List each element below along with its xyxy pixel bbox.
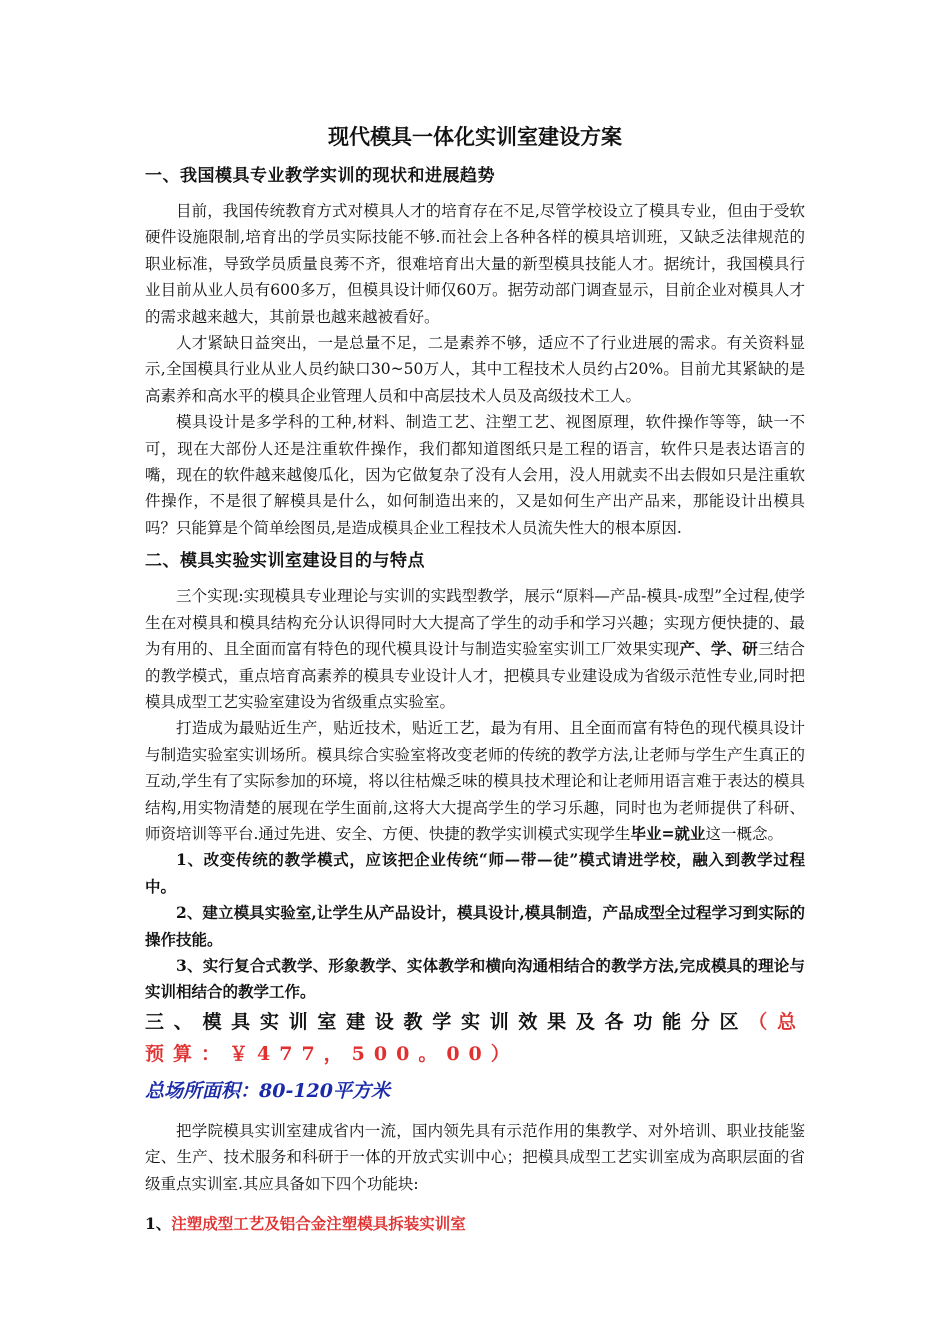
budget-label: （总预算：￥477，500。00） xyxy=(145,1010,805,1065)
section-3-heading xyxy=(145,1006,805,1070)
section-2-paragraph-2 xyxy=(145,715,805,847)
section-3-item-1-title: 注塑成型工艺及铝合金注塑模具拆装实训室 xyxy=(171,1214,466,1233)
section-1-paragraph-1: 目前，我国传统教育方式对模具人才的培育存在不足,尽管学校设立了模具专业，但由于受软硬件设施限制,培育出的学员实际技能不够.而社会上各种各样的模具培训班，又缺乏法律规范的职业标准，导致学员质量良莠不齐，很难培育出大量的新型模具技能人才。据统计，我国模具行业目前从业人员有600多万，但模具设计师仅60万。据劳动部门调查显示，目前企业对模具人才的需求越来越大，其前景也越来越被看好。 xyxy=(145,202,805,326)
section-2-paragraph-1 xyxy=(145,583,805,715)
section-1-paragraph-3: 模具设计是多学科的工种,材料、制造工艺、注塑工艺、视图原理，软件操作等等，缺一不可，现在大部份人还是注重软件操作，我们都知道图纸只是工程的语言，软件只是表达语言的嘴，现在的软件越来越傻瓜化，因为它做复杂了没有人会用，没人用就卖不出去假如只是注重软件操作，不是很了解模具是什么，如何制造出来的，又是如何生产出产品来，那能设计出模具吗？只能算是个简单绘图员,是造成模具企业工程技术人员流失性大的根本原因. xyxy=(145,413,805,537)
section-2-item-3: 3、实行复合式教学、形象教学、实体教学和横向沟通相结合的教学方法,完成模具的理论与实训相结合的教学工作。 xyxy=(145,955,805,1002)
section-2-item-2: 2、建立模具实验室,让学生从产品设计，模具设计,模具制造，产品成型全过程学习到实际的操作技能。 xyxy=(145,903,805,949)
section-2-paragraph-1-c: 三结合的教学模式，重点培育高素养的模具专业设计人才，把模具专业建设成为省级示范性专业,同时把模具成型工艺实验室建设为省级重点实验室。 xyxy=(145,640,805,711)
section-1-paragraph-2: 人才紧缺日益突出，一是总量不足，二是素养不够，适应不了行业进展的需求。有关资料显示,全国模具行业从业人员约缺口30~50万人，其中工程技术人员约占20%。目前尤其紧缺的是高素养和高水平的模具企业管理人员和中高层技术人员及高级技术工人。 xyxy=(145,334,805,405)
section-2-paragraph-2-c: 这一概念。 xyxy=(705,824,783,843)
section-2-heading: 二、模具实验实训室建设目的与特点 xyxy=(145,551,425,572)
section-3-heading-text: 三、模具实训室建设教学实训效果及各功能分区 xyxy=(145,1010,749,1033)
section-2-paragraph-1-emphasis: 产、学、研 xyxy=(679,639,759,659)
section-2-paragraph-1-a: 三个实现:实现模具专业理论与实训的实践型教学，展示“原料—产品-模具-成型”全过程,使学生在对模具和模具结构充分认识得同时大大提高了学生的动手和学习兴趣；实现方便快捷的、最为有用的、且全面而富有特色的现代模具设计与制造实验室实训工厂效果实现 xyxy=(145,587,805,659)
section-3-paragraph-1: 把学院模具实训室建成省内一流，国内领先具有示范作用的集教学、对外培训、职业技能鉴定、生产、技术服务和科研于一体的开放式实训中心；把模具成型工艺实训室成为高职层面的省级重点实训室.其应具备如下四个功能块: xyxy=(145,1121,805,1193)
site-area-label: 总场所面积：80-120平方米 xyxy=(145,1079,390,1102)
section-2-paragraph-2-a: 打造成为最贴近生产，贴近技术，贴近工艺，最为有用、且全面而富有特色的现代模具设计与制造实验室实训场所。模具综合实验室将改变老师的传统的教学方法,让老师与学生产生真正的互动,学生有了实际参加的环境，将以往枯燥乏味的模具技术理论和让老师用语言难于表达的模具结构,用实物清楚的展现在学生面前,这将大大提高学生的学习乐趣，同时也为老师提供了科研、师资培训等平台.通过先进、安全、方便、快捷的教学实训模式实现学生 xyxy=(145,719,805,843)
section-3-item-1-heading xyxy=(145,1211,805,1237)
section-3-item-1-number: 1、 xyxy=(145,1214,172,1233)
page-title: 现代模具一体化实训室建设方案 xyxy=(328,124,622,149)
section-1-heading: 一、我国模具专业教学实训的现状和进展趋势 xyxy=(145,166,495,186)
section-2-paragraph-2-emphasis: 毕业=就业 xyxy=(630,823,706,843)
section-2-item-1: 1、改变传统的教学模式，应该把企业传统“师—带—徒”模式请进学校，融入到教学过程中。 xyxy=(145,850,805,896)
